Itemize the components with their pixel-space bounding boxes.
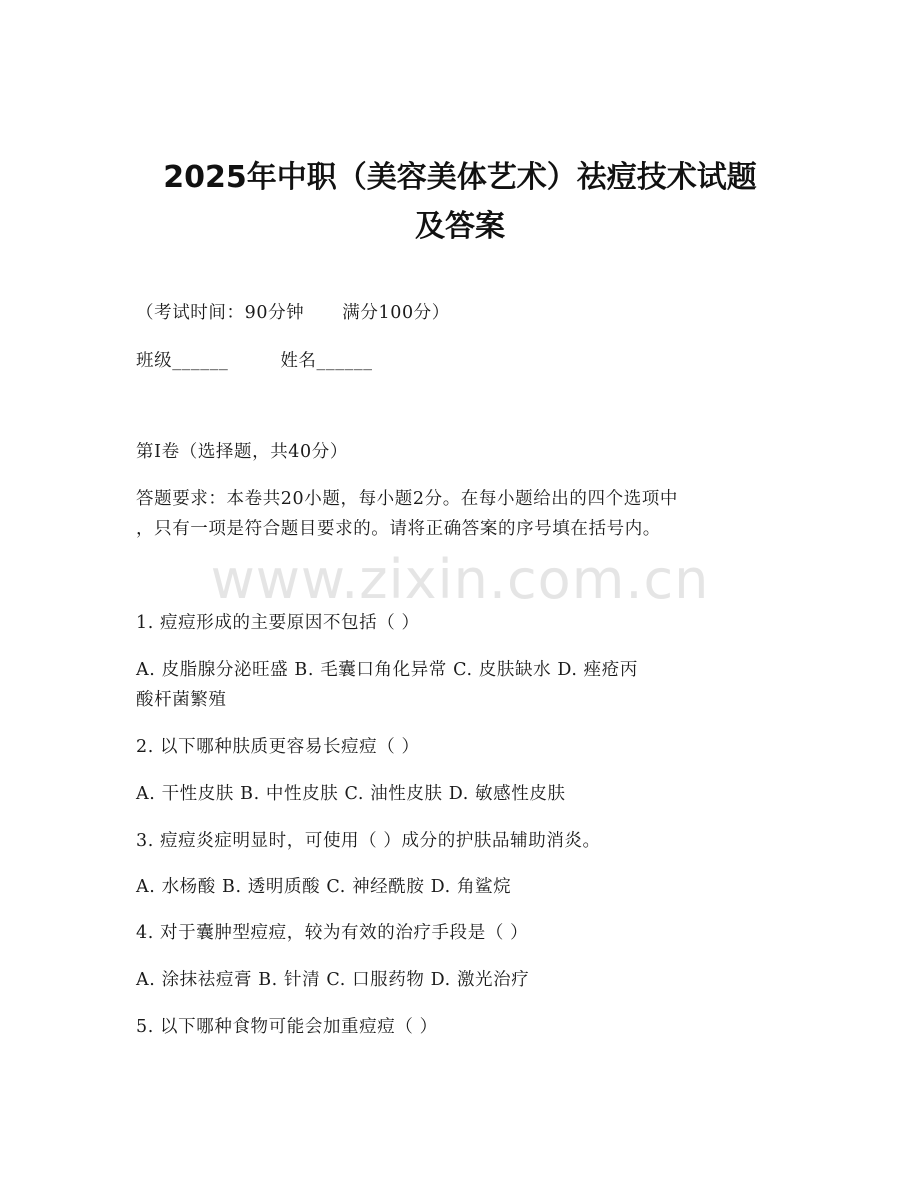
class-field: 班级______ <box>136 351 229 371</box>
instructions-line2: ，只有一项是符合题目要求的。请将正确答案的序号填在括号内。 <box>136 519 661 539</box>
question-3-stem: 3. 痘痘炎症明显时，可使用（ ）成分的护肤品辅助消炎。 <box>136 831 601 851</box>
question-3-options: A. 水杨酸 B. 透明质酸 C. 神经酰胺 D. 角鲨烷 <box>136 877 512 897</box>
question-4-options: A. 涂抹祛痘膏 B. 针清 C. 口服药物 D. 激光治疗 <box>136 970 530 990</box>
full-score: 满分100分） <box>342 303 450 323</box>
document-title-line1: 2025年中职（美容美体艺术）祛痘技术试题 <box>163 160 757 195</box>
question-4-stem: 4. 对于囊肿型痘痘，较为有效的治疗手段是（ ） <box>136 923 529 943</box>
name-field: 姓名______ <box>280 351 373 371</box>
instructions-line1: 答题要求：本卷共20小题，每小题2分。在每小题给出的四个选项中 <box>136 489 678 509</box>
question-2-stem: 2. 以下哪种肤质更容易长痘痘（ ） <box>136 737 420 757</box>
question-1-options-line1: A. 皮脂腺分泌旺盛 B. 毛囊口角化异常 C. 皮肤缺水 D. 痤疮丙 <box>136 660 638 680</box>
section-title: 第I卷（选择题，共40分） <box>136 442 348 462</box>
question-1-stem: 1. 痘痘形成的主要原因不包括（ ） <box>136 613 420 633</box>
student-info-line <box>136 346 786 377</box>
document-title-line2: 及答案 <box>415 209 505 244</box>
question-2-options: A. 干性皮肤 B. 中性皮肤 C. 油性皮肤 D. 敏感性皮肤 <box>136 784 566 804</box>
question-1-options-line2: 酸杆菌繁殖 <box>136 690 227 710</box>
watermark-text: www.zixin.com.cn <box>210 548 710 611</box>
exam-time: （考试时间：90分钟 <box>136 303 305 323</box>
exam-info-line <box>136 298 786 329</box>
question-5-stem: 5. 以下哪种食物可能会加重痘痘（ ） <box>136 1017 438 1037</box>
